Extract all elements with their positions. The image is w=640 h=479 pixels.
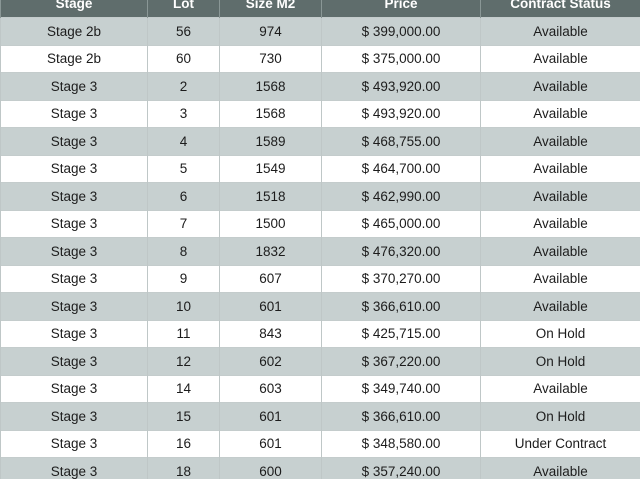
table-row (1, 320, 640, 348)
cell-price: $ 468,755.00 (322, 128, 481, 156)
cell-stage: Stage 3 (1, 375, 148, 403)
cell-stage: Stage 3 (1, 73, 148, 101)
cell-size: 1568 (220, 100, 322, 128)
table-row (1, 265, 640, 293)
cell-stage: Stage 3 (1, 265, 148, 293)
cell-lot: 7 (148, 210, 220, 238)
cell-stage: Stage 3 (1, 320, 148, 348)
cell-price: $ 348,580.00 (322, 430, 481, 458)
cell-size: 1832 (220, 238, 322, 266)
cell-stage: Stage 3 (1, 128, 148, 156)
cell-size: 607 (220, 265, 322, 293)
cell-price: $ 375,000.00 (322, 45, 481, 73)
table-header (1, 0, 640, 18)
cell-status: Available (481, 155, 640, 183)
header-row (1, 0, 640, 18)
cell-lot: 11 (148, 320, 220, 348)
table-row (1, 100, 640, 128)
cell-size: 843 (220, 320, 322, 348)
cell-price: $ 465,000.00 (322, 210, 481, 238)
cell-status: On Hold (481, 348, 640, 376)
cell-status: Available (481, 375, 640, 403)
cell-price: $ 462,990.00 (322, 183, 481, 211)
column-header-stage: Stage (1, 0, 148, 18)
cell-status: Available (481, 238, 640, 266)
cell-lot: 4 (148, 128, 220, 156)
table-row (1, 45, 640, 73)
cell-status: Available (481, 100, 640, 128)
cell-status: Available (481, 265, 640, 293)
cell-size: 1518 (220, 183, 322, 211)
column-header-size: Size M2 (220, 0, 322, 18)
cell-status: Available (481, 45, 640, 73)
cell-stage: Stage 3 (1, 155, 148, 183)
cell-price: $ 349,740.00 (322, 375, 481, 403)
cell-stage: Stage 2b (1, 45, 148, 73)
cell-stage: Stage 2b (1, 18, 148, 46)
cell-stage: Stage 3 (1, 210, 148, 238)
cell-lot: 6 (148, 183, 220, 211)
table-row (1, 375, 640, 403)
cell-lot: 14 (148, 375, 220, 403)
cell-stage: Stage 3 (1, 403, 148, 431)
cell-price: $ 425,715.00 (322, 320, 481, 348)
cell-price: $ 464,700.00 (322, 155, 481, 183)
cell-stage: Stage 3 (1, 348, 148, 376)
cell-stage: Stage 3 (1, 238, 148, 266)
table-row (1, 293, 640, 321)
cell-size: 1589 (220, 128, 322, 156)
cell-lot: 10 (148, 293, 220, 321)
cell-price: $ 493,920.00 (322, 100, 481, 128)
cell-status: Available (481, 183, 640, 211)
cell-lot: 60 (148, 45, 220, 73)
cell-stage: Stage 3 (1, 183, 148, 211)
cell-status: On Hold (481, 403, 640, 431)
column-header-price: Price (322, 0, 481, 18)
cell-status: Available (481, 293, 640, 321)
cell-lot: 15 (148, 403, 220, 431)
cell-size: 1549 (220, 155, 322, 183)
cell-size: 974 (220, 18, 322, 46)
cell-size: 1568 (220, 73, 322, 101)
cell-size: 601 (220, 430, 322, 458)
table-row (1, 18, 640, 46)
cell-size: 601 (220, 293, 322, 321)
cell-lot: 2 (148, 73, 220, 101)
table-row (1, 128, 640, 156)
cell-size: 601 (220, 403, 322, 431)
cell-price: $ 366,610.00 (322, 293, 481, 321)
cell-status: Available (481, 210, 640, 238)
table-row (1, 458, 640, 479)
cell-stage: Stage 3 (1, 293, 148, 321)
table-row (1, 403, 640, 431)
cell-status: Under Contract (481, 430, 640, 458)
cell-price: $ 367,220.00 (322, 348, 481, 376)
table-row (1, 155, 640, 183)
cell-stage: Stage 3 (1, 100, 148, 128)
cell-stage: Stage 3 (1, 430, 148, 458)
cell-price: $ 399,000.00 (322, 18, 481, 46)
column-header-lot: Lot (148, 0, 220, 18)
cell-status: Available (481, 458, 640, 479)
cell-price: $ 366,610.00 (322, 403, 481, 431)
cell-status: On Hold (481, 320, 640, 348)
cell-price: $ 357,240.00 (322, 458, 481, 479)
cell-size: 603 (220, 375, 322, 403)
cell-lot: 3 (148, 100, 220, 128)
table-row (1, 73, 640, 101)
cell-size: 1500 (220, 210, 322, 238)
cell-status: Available (481, 128, 640, 156)
column-header-status: Contract Status (481, 0, 640, 18)
table-body (1, 18, 640, 479)
cell-lot: 56 (148, 18, 220, 46)
cell-price: $ 493,920.00 (322, 73, 481, 101)
cell-lot: 18 (148, 458, 220, 479)
cell-size: 600 (220, 458, 322, 479)
table-row (1, 348, 640, 376)
cell-status: Available (481, 73, 640, 101)
cell-lot: 16 (148, 430, 220, 458)
table-row (1, 210, 640, 238)
cell-lot: 8 (148, 238, 220, 266)
cell-lot: 12 (148, 348, 220, 376)
table-row (1, 430, 640, 458)
cell-price: $ 476,320.00 (322, 238, 481, 266)
cell-size: 602 (220, 348, 322, 376)
cell-lot: 5 (148, 155, 220, 183)
cell-lot: 9 (148, 265, 220, 293)
table-row (1, 183, 640, 211)
table-row (1, 238, 640, 266)
cell-status: Available (481, 18, 640, 46)
cell-price: $ 370,270.00 (322, 265, 481, 293)
cell-size: 730 (220, 45, 322, 73)
cell-stage: Stage 3 (1, 458, 148, 479)
